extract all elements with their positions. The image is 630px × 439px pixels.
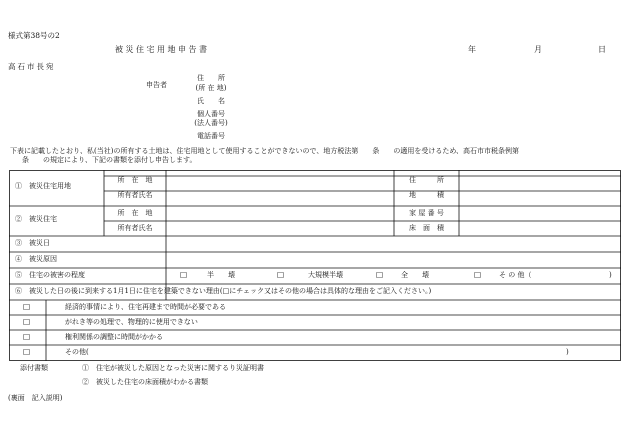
form-number: 様式第38号の2 [8,31,60,40]
checkbox-large-scale-half[interactable]: □ [277,270,285,279]
date-day-label: 日 [598,45,606,54]
reason-debris: がれき等の処理で、物理的に使用できない [65,318,198,326]
reason-other-close-paren: ) [566,348,569,356]
declaration-table [9,170,621,361]
applicant-name-label: 氏 名 [197,97,225,105]
land-owner-label: 所有者氏名 [117,191,153,199]
applicant-address-label: 住 所 [197,74,225,82]
declaration-line-1: 下表に記載したとおり、私(当社)の所有する土地は、住宅用地として使用することができないので、地方税法第 条 の適用を受けるため、高石市市税条例第 [10,147,520,155]
disaster-date-label: ③ 被災日 [15,239,50,247]
option-half-destroyed: 半 壊 [207,271,235,279]
applicant-phone-label: 電話番号 [197,132,225,140]
land-location-label: 所 在 地 [117,176,153,184]
house-label: ② 被災住宅 [15,215,57,223]
option-fully-destroyed: 全 壊 [401,271,429,279]
applicant-label: 申告者 [146,81,167,89]
land-area-label: 地 積 [409,191,444,199]
addressee: 高石市長宛 [8,62,56,71]
applicant-personal-number-label: 個人番号 [197,110,225,118]
reason-rights: 権利関係の調整に時間がかかる [65,333,163,341]
damage-degree-label: ⑤ 住宅の被害の程度 [15,271,85,279]
floor-area-label: 床 面 積 [409,224,444,232]
reason-header: ⑥ 被災した日の後に到来する1月1日に住宅を建築できない理由(□にチェック又はその他の場合は具体的な理由をご記入ください。) [15,287,432,295]
reason-checkbox-rights[interactable]: □ [23,332,31,341]
date-month-label: 月 [534,45,542,54]
attachment-item-1: ① 住宅が被災した原因となった災害に関するり災証明書 [82,364,264,372]
option-other-close-paren: ) [609,271,612,279]
declaration-text [10,147,622,165]
attachments-label: 添付書類 [20,364,48,372]
checkbox-fully-destroyed[interactable]: □ [376,270,384,279]
back-side-note: (裏面 記入説明) [8,394,63,402]
attachment-item-2: ② 被災した住宅の床面積がわかる書類 [82,378,208,386]
date-year-label: 年 [468,45,476,54]
disaster-cause-label: ④ 被災原因 [15,255,57,263]
reason-other: その他( [65,348,89,356]
option-large-scale-half: 大規模半壊 [308,271,343,279]
reason-economic: 経済的事情により、住宅再建まで時間が必要である [65,303,226,311]
applicant-corporate-number-label: (法人番号) [194,119,228,127]
reason-checkbox-debris[interactable]: □ [23,317,31,326]
reason-checkbox-other[interactable]: □ [23,347,31,356]
house-owner-label: 所有者氏名 [117,224,153,232]
checkbox-half-destroyed[interactable]: □ [180,270,188,279]
house-number-label: 家 屋 番 号 [409,209,444,217]
reason-checkbox-economic[interactable]: □ [23,302,31,311]
checkbox-other-damage[interactable]: □ [474,270,482,279]
page-title: 被災住宅用地申告書 [115,45,210,54]
applicant-location-label: (所 在 地) [195,84,227,92]
land-address-label: 住 所 [409,176,444,184]
option-other-damage: そ の 他（ [499,271,532,279]
declaration-line-2: 条 の規定により、下記の書類を添付し申告します。 [22,156,197,164]
house-location-label: 所 在 地 [117,209,153,217]
land-label: ① 被災住宅用地 [15,182,71,190]
